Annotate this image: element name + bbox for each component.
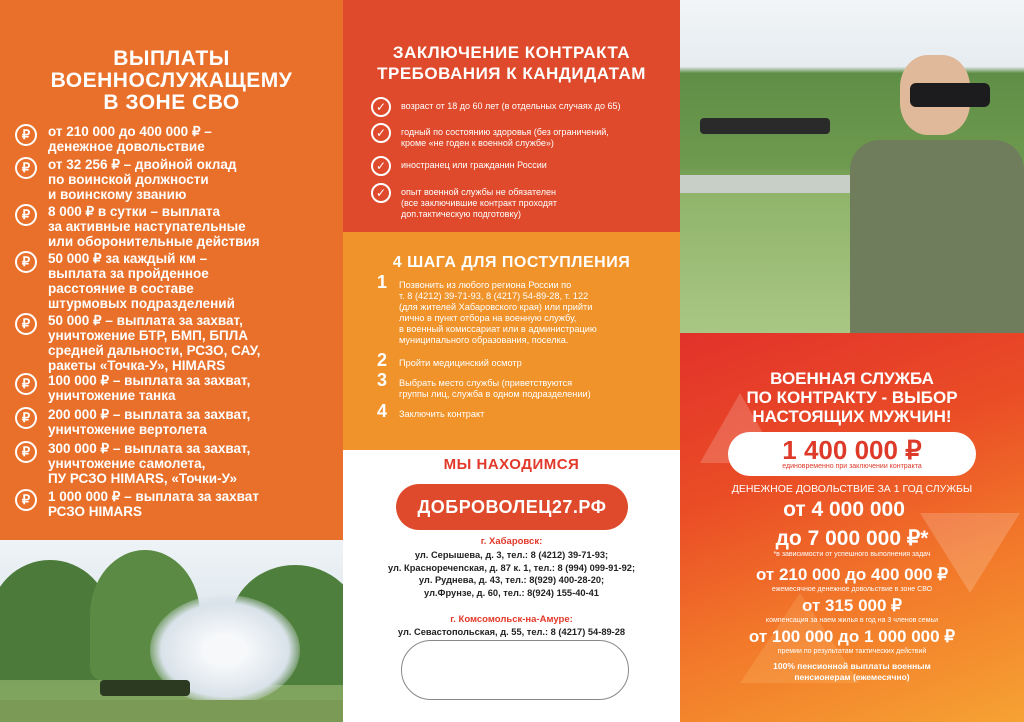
blank-stamp-box — [401, 640, 629, 700]
check-icon: ✓ — [371, 123, 391, 143]
payment-item — [21, 124, 338, 154]
location-panel — [343, 450, 680, 722]
signing-bonus-note: единовременно при заключении контракта — [782, 463, 922, 470]
step-item — [377, 401, 669, 421]
soldier-figure — [840, 55, 1024, 333]
payment-text: 100 000 ₽ – выплата за захват, уничтожение танка — [48, 373, 251, 403]
housing-compensation-note: компенсация за наем жилья в год на 3 членов семьи — [765, 617, 939, 624]
payments-panel — [0, 0, 343, 540]
step-number: 4 — [377, 401, 388, 421]
address-line: ул. Красноречenская, д. 87 к. 1, тел.: 8 (994) 099-91-92; — [387, 562, 636, 573]
requirement-text: годный по состоянию здоровья (без ограничений, кроме «не годен к военной службе») — [401, 127, 609, 148]
soldier-drone-photo — [680, 0, 1024, 333]
annual-pay-note: *в зависимости от успешного выполнения задач — [773, 551, 931, 558]
ruble-icon: ₽ — [15, 441, 37, 463]
ruble-icon: ₽ — [15, 373, 37, 395]
tactical-bonus: от 100 000 до 1 000 000 ₽ — [748, 627, 956, 646]
ruble-icon: ₽ — [15, 313, 37, 335]
steps-panel — [343, 232, 680, 450]
check-icon: ✓ — [371, 97, 391, 117]
annual-pay-to: до 7 000 000 ₽* — [775, 527, 929, 550]
service-title: ВОЕННАЯ СЛУЖБА ПО КОНТРАКТУ - ВЫБОР НАСТОЯЩИХ МУЖЧИН! — [746, 369, 958, 426]
payment-text: 200 000 ₽ – выплата за захват, уничтожение вертолета — [48, 407, 251, 437]
contract-title: ЗАКЛЮЧЕНИЕ КОНТРАКТА ТРЕБОВАНИЯ К КАНДИДАТАМ — [377, 43, 646, 83]
payment-text: 1 000 000 ₽ – выплата за захват РСЗО HIMARS — [48, 489, 259, 519]
ruble-icon: ₽ — [15, 204, 37, 226]
address-line: ул.Фрунзе, д. 60, тел.: 8(924) 155-40-41 — [424, 587, 599, 598]
step-text: Позвонить из любого региона России по т. 8 (4212) 39-71-93, 8 (4217) 54-89-28, т. 122 (для жителей Хабаровского края) или прийти лично в пункт отбора на военную службу, в военный комиссариат или в администрацию муниципального образования, поселка. — [399, 280, 597, 345]
steps-title: 4 ШАГА ДЛЯ ПОСТУПЛЕНИЯ — [392, 254, 631, 271]
step-text: Выбрать место службы (приветствуются группы лиц, служба в одном подразделении) — [399, 378, 591, 399]
payment-item — [21, 157, 338, 202]
payment-text: от 32 256 ₽ – двойной оклад по воинской должности и воинскому званию — [48, 157, 237, 202]
payment-item — [21, 373, 338, 403]
check-icon: ✓ — [371, 183, 391, 203]
ruble-icon: ₽ — [15, 251, 37, 273]
step-text: Заключить контракт — [399, 409, 485, 419]
address-line: ул. Севастопольская, д. 55, тел.: 8 (4217) 54-89-28 — [397, 627, 626, 637]
payment-text: от 210 000 до 400 000 ₽ – денежное довольствие — [48, 124, 212, 154]
tactical-bonus-note: премии по результатам тактических действий — [777, 648, 927, 655]
step-item — [377, 350, 669, 370]
requirement-item — [375, 159, 671, 173]
payment-item — [21, 204, 338, 249]
step-text: Пройти медицинский осмотр — [399, 358, 522, 368]
address-line: ул. Руднева, д. 43, тел.: 8(929) 400-28-20; — [418, 575, 605, 585]
payment-item — [21, 489, 338, 519]
step-item — [377, 370, 669, 400]
requirement-text: иностранец или гражданин России — [401, 160, 547, 170]
monthly-pay-note: ежемесячное денежное довольствие в зоне СВО — [771, 586, 933, 593]
pension-note: 100% пенсионной выплаты военным пенсионерам (ежемесячно) — [773, 661, 931, 682]
signing-bonus-badge — [728, 432, 976, 476]
step-item — [377, 272, 669, 346]
monthly-pay: от 210 000 до 400 000 ₽ — [755, 565, 949, 584]
step-number: 3 — [377, 370, 388, 390]
payment-item — [21, 441, 338, 486]
payment-text: 50 000 ₽ – выплата за захват, уничтожение БТР, БМП, БПЛА средней дальности, РСЗО, САУ, ракеты «Точка-У», HIMARS — [48, 313, 261, 373]
ruble-icon: ₽ — [15, 157, 37, 179]
city-komsomolsk: г. Комсомольск-на-Амуре: — [450, 614, 573, 625]
contract-requirements-panel — [343, 0, 680, 232]
ruble-icon: ₽ — [15, 407, 37, 429]
payment-item — [21, 251, 338, 311]
drone-shape — [700, 118, 830, 134]
requirement-item — [375, 100, 671, 114]
signing-bonus-amount: 1 400 000 ₽ — [782, 435, 922, 465]
city-khabarovsk: г. Хабаровск: — [480, 536, 543, 547]
service-panel — [680, 333, 1024, 722]
payment-item — [21, 313, 338, 373]
payment-item — [21, 407, 338, 437]
requirement-text: опыт военной службы не обязателен (все заключившие контракт проходят доп.тактическую подготовку) — [401, 187, 557, 219]
payments-title: ВЫПЛАТЫ ВОЕННОСЛУЖАЩЕМУ В ЗОНЕ СВО — [50, 47, 293, 114]
tank-shape — [100, 680, 190, 696]
requirement-item — [375, 126, 671, 149]
annual-pay-label: ДЕНЕЖНОЕ ДОВОЛЬСТВИЕ ЗА 1 ГОД СЛУЖБЫ — [731, 483, 973, 495]
payment-text: 300 000 ₽ – выплата за захват, уничтожение самолета, ПУ РСЗО HIMARS, «Точки-У» — [48, 441, 251, 486]
payment-text: 50 000 ₽ за каждый км – выплата за пройденное расстояние в составе штурмовых подразделений — [48, 251, 235, 311]
housing-compensation: от 315 000 ₽ — [802, 596, 902, 615]
requirement-text: возраст от 18 до 60 лет (в отдельных случаях до 65) — [401, 101, 621, 111]
payment-text: 8 000 ₽ в сутки – выплата за активные наступательные или оборонительные действия — [48, 204, 260, 249]
location-title: МЫ НАХОДИМСЯ — [443, 456, 580, 473]
military-exercise-photo — [0, 540, 343, 722]
step-number: 2 — [377, 350, 388, 370]
check-icon: ✓ — [371, 156, 391, 176]
website-button[interactable]: ДОБРОВОЛЕЦ27.РФ — [396, 484, 628, 530]
address-line: ул. Серышева, д. 3, тел.: 8 (4212) 39-71-93; — [414, 550, 609, 560]
ruble-icon: ₽ — [15, 489, 37, 511]
annual-pay-from: от 4 000 000 — [783, 498, 905, 521]
ruble-icon: ₽ — [15, 124, 37, 146]
step-number: 1 — [377, 272, 388, 292]
requirement-item — [375, 186, 671, 220]
